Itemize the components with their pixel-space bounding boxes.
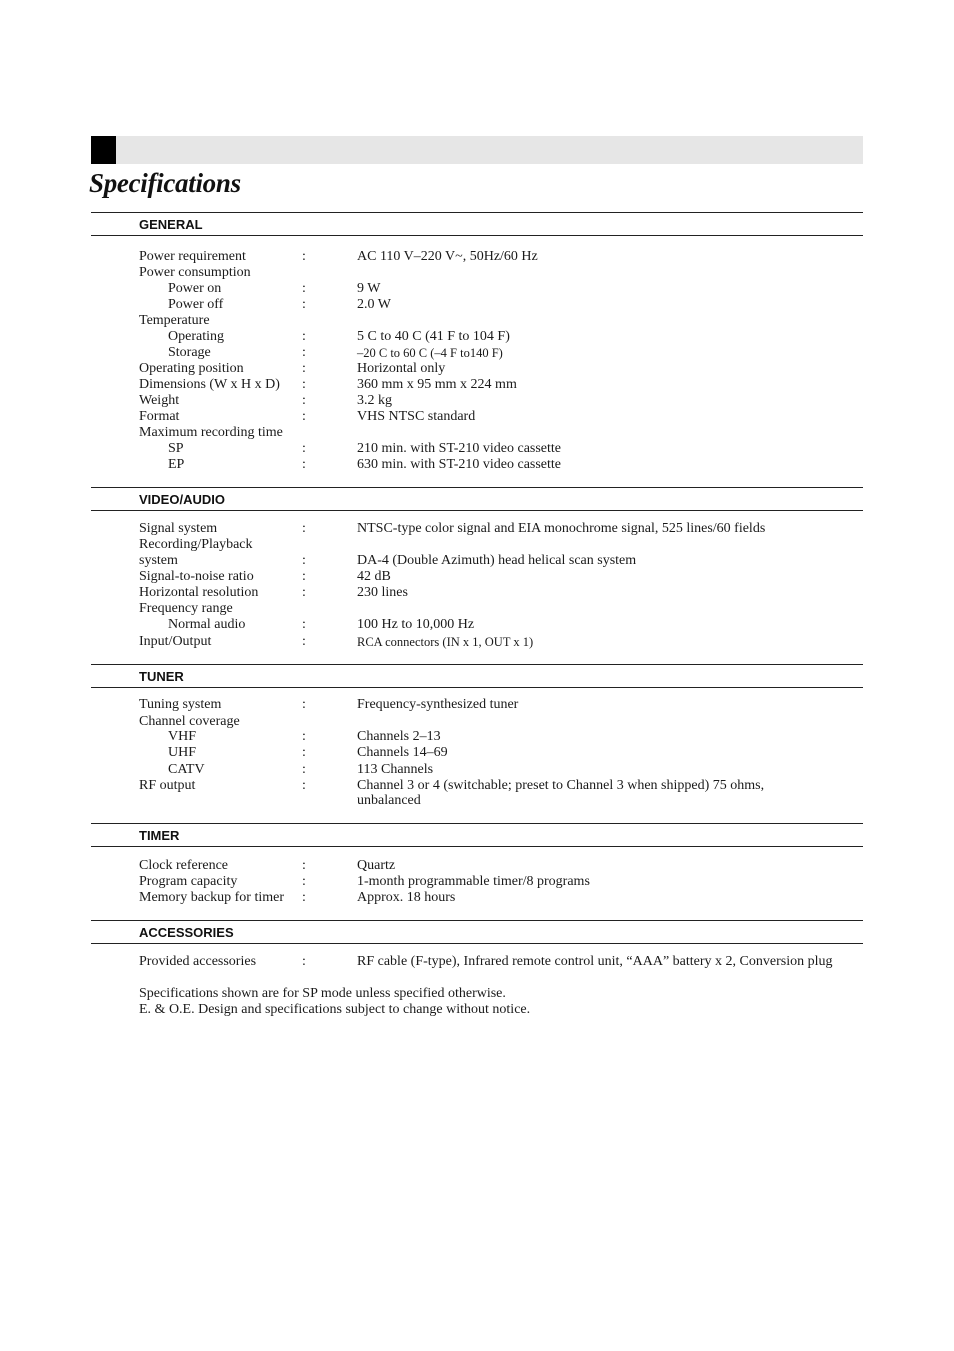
spec-row <box>0 585 954 601</box>
spec-colon: : <box>302 377 306 392</box>
spec-colon: : <box>302 521 306 536</box>
spec-value: –20 C to 60 C (–4 F to140 F) <box>357 346 503 360</box>
spec-label: Memory backup for timer <box>139 890 285 905</box>
spec-colon: : <box>302 569 306 584</box>
spec-colon: : <box>302 778 306 793</box>
spec-label: Horizontal resolution <box>139 585 259 600</box>
spec-row <box>0 601 954 617</box>
spec-colon: : <box>302 697 306 712</box>
spec-label: Program capacity <box>139 874 238 889</box>
spec-row <box>0 697 954 713</box>
spec-row <box>0 793 954 809</box>
spec-value: Channels 2–13 <box>357 729 441 744</box>
spec-label: EP <box>168 457 185 472</box>
spec-colon: : <box>302 393 306 408</box>
section-header-accessories <box>91 920 863 944</box>
spec-label: Input/Output <box>139 634 212 649</box>
spec-value: 100 Hz to 10,000 Hz <box>357 617 475 632</box>
spec-row <box>0 281 954 297</box>
spec-row <box>0 569 954 585</box>
spec-colon: : <box>302 345 306 360</box>
spec-value: 2.0 W <box>357 297 391 312</box>
spec-value: 42 dB <box>357 569 391 584</box>
section-header-tuner <box>91 664 863 688</box>
spec-row <box>0 377 954 393</box>
spec-label: Operating position <box>139 361 244 376</box>
section-heading: VIDEO/AUDIO <box>139 492 225 507</box>
spec-row <box>0 634 954 650</box>
spec-row <box>0 617 954 633</box>
spec-colon: : <box>302 409 306 424</box>
spec-label: Clock reference <box>139 858 228 873</box>
spec-label: Provided accessories <box>139 954 257 969</box>
spec-label: Power consumption <box>139 265 251 280</box>
spec-colon: : <box>302 954 306 969</box>
spec-label: Storage <box>168 345 211 360</box>
spec-colon: : <box>302 617 306 632</box>
spec-value: Channel 3 or 4 (switchable; preset to Channel 3 when shipped) 75 ohms, <box>357 778 765 793</box>
spec-label: Tuning system <box>139 697 222 712</box>
spec-label: Operating <box>168 329 224 344</box>
spec-row <box>0 778 954 794</box>
spec-label: Maximum recording time <box>139 425 283 440</box>
spec-row <box>0 745 954 761</box>
spec-colon: : <box>302 329 306 344</box>
spec-label: UHF <box>168 745 197 760</box>
spec-colon: : <box>302 361 306 376</box>
header-marker-block <box>91 136 116 164</box>
spec-row <box>0 313 954 329</box>
spec-value: Quartz <box>357 858 396 873</box>
spec-row <box>0 361 954 377</box>
spec-row <box>0 265 954 281</box>
spec-value: 360 mm x 95 mm x 224 mm <box>357 377 517 392</box>
spec-value: unbalanced <box>357 793 421 808</box>
spec-row <box>0 457 954 473</box>
spec-colon: : <box>302 890 306 905</box>
spec-row <box>0 425 954 441</box>
spec-colon: : <box>302 297 306 312</box>
spec-value: 630 min. with ST-210 video cassette <box>357 457 562 472</box>
spec-value: 5 C to 40 C (41 F to 104 F) <box>357 329 510 344</box>
section-header-timer <box>91 823 863 847</box>
spec-label: RF output <box>139 778 196 793</box>
section-heading: TUNER <box>139 669 184 684</box>
header-bar <box>91 136 863 164</box>
spec-row <box>0 441 954 457</box>
spec-row <box>0 714 954 730</box>
spec-value: VHS NTSC standard <box>357 409 476 424</box>
spec-value: 9 W <box>357 281 381 296</box>
spec-value: 3.2 kg <box>357 393 392 408</box>
spec-colon: : <box>302 553 306 568</box>
spec-colon: : <box>302 281 306 296</box>
spec-value: 230 lines <box>357 585 408 600</box>
spec-label: Normal audio <box>168 617 246 632</box>
spec-row <box>0 874 954 890</box>
spec-colon: : <box>302 585 306 600</box>
spec-row <box>0 858 954 874</box>
section-heading: ACCESSORIES <box>139 925 234 940</box>
spec-row <box>0 553 954 569</box>
spec-value: RF cable (F-type), Infrared remote control unit, “AAA” battery x 2, Conversion plug <box>357 954 833 969</box>
spec-value: 1-month programmable timer/8 programs <box>357 874 590 889</box>
spec-colon: : <box>302 249 306 264</box>
spec-label: Power on <box>168 281 222 296</box>
spec-colon: : <box>302 874 306 889</box>
spec-label: SP <box>168 441 184 456</box>
spec-colon: : <box>302 441 306 456</box>
spec-row <box>0 954 954 970</box>
section-heading: GENERAL <box>139 217 203 232</box>
spec-value: Approx. 18 hours <box>357 890 456 905</box>
spec-label: Channel coverage <box>139 714 240 729</box>
spec-value: RCA connectors (IN x 1, OUT x 1) <box>357 635 534 649</box>
footnote: E. & O.E. Design and specifications subject to change without notice. <box>139 1002 531 1017</box>
spec-row <box>0 729 954 745</box>
spec-row <box>0 329 954 345</box>
spec-label: Dimensions (W x H x D) <box>139 377 280 392</box>
section-header-general <box>91 212 863 236</box>
spec-row <box>0 345 954 361</box>
spec-value: Frequency-synthesized tuner <box>357 697 519 712</box>
spec-label: CATV <box>168 762 205 777</box>
spec-row <box>0 409 954 425</box>
spec-value: DA-4 (Double Azimuth) head helical scan system <box>357 553 637 568</box>
spec-label: system <box>139 553 178 568</box>
spec-colon: : <box>302 858 306 873</box>
footnote: Specifications shown are for SP mode unless specified otherwise. <box>139 986 506 1001</box>
spec-value: 113 Channels <box>357 762 434 777</box>
spec-label: Signal system <box>139 521 218 536</box>
spec-row <box>0 521 954 537</box>
spec-row <box>0 297 954 313</box>
spec-label: Power off <box>168 297 224 312</box>
spec-value: AC 110 V–220 V~, 50Hz/60 Hz <box>357 249 538 264</box>
spec-colon: : <box>302 634 306 649</box>
spec-row <box>0 890 954 906</box>
spec-label: Power requirement <box>139 249 246 264</box>
section-header-video-audio <box>91 487 863 511</box>
spec-label: Frequency range <box>139 601 233 616</box>
spec-row <box>0 249 954 265</box>
spec-value: NTSC-type color signal and EIA monochrome signal, 525 lines/60 fields <box>357 521 766 536</box>
spec-value: 210 min. with ST-210 video cassette <box>357 441 562 456</box>
spec-colon: : <box>302 762 306 777</box>
spec-colon: : <box>302 745 306 760</box>
spec-colon: : <box>302 457 306 472</box>
spec-label: Recording/Playback <box>139 537 253 552</box>
spec-row <box>0 393 954 409</box>
spec-value: Channels 14–69 <box>357 745 448 760</box>
spec-label: Signal-to-noise ratio <box>139 569 254 584</box>
section-heading: TIMER <box>139 828 180 843</box>
spec-label: Format <box>139 409 180 424</box>
spec-label: Temperature <box>139 313 210 328</box>
spec-colon: : <box>302 729 306 744</box>
spec-value: Horizontal only <box>357 361 446 376</box>
spec-row <box>0 762 954 778</box>
spec-row <box>0 537 954 553</box>
spec-label: VHF <box>168 729 197 744</box>
spec-label: Weight <box>139 393 180 408</box>
page-title: Specifications <box>89 168 241 198</box>
